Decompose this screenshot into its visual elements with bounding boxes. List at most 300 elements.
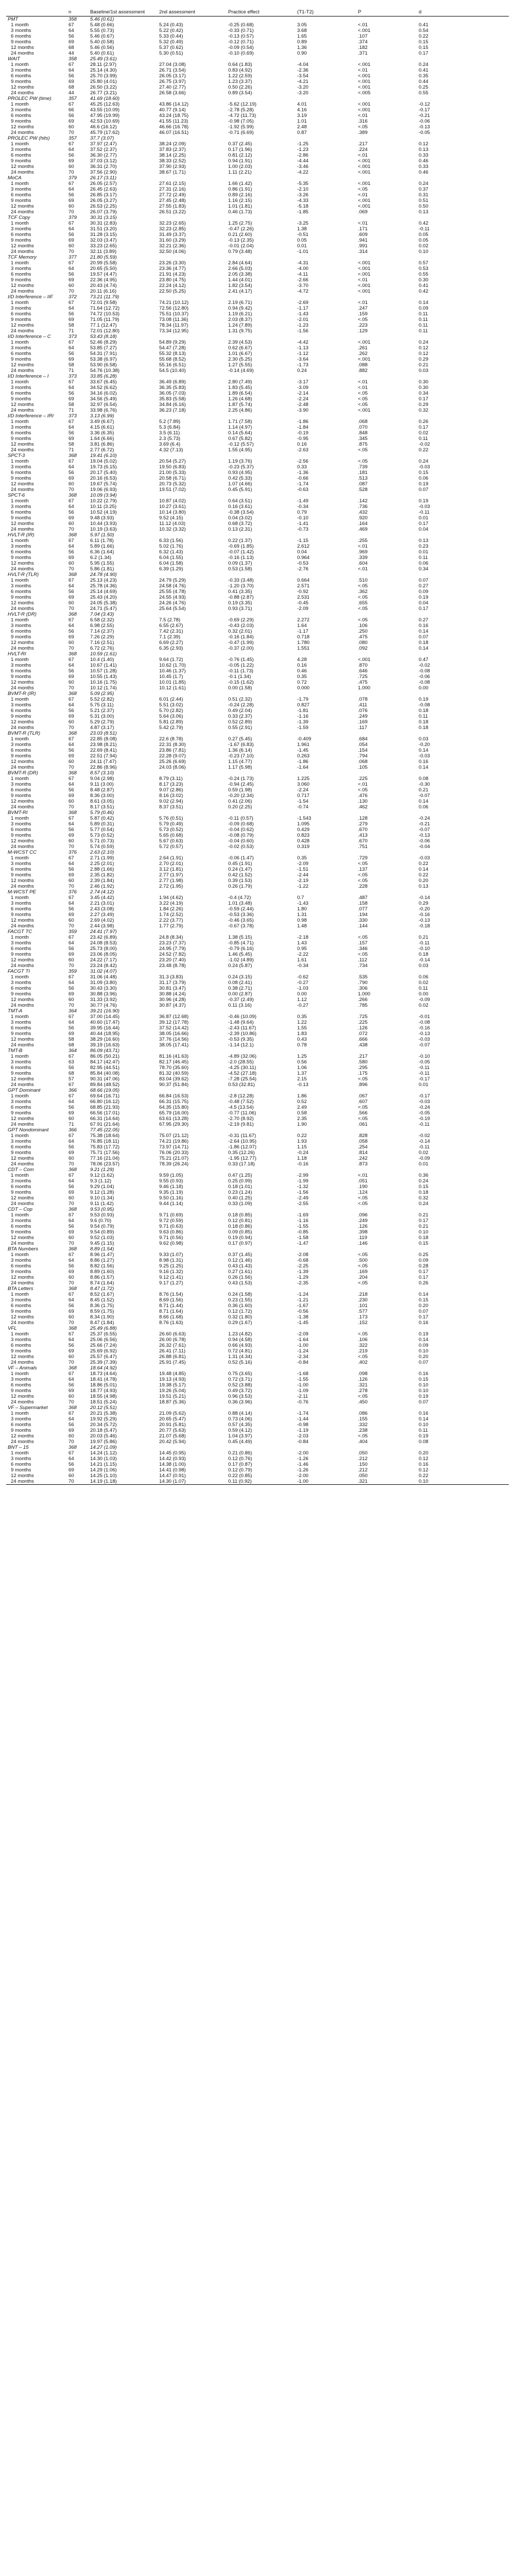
cell-d: 0.14 (419, 300, 428, 306)
cell-n: 56 (68, 1343, 74, 1348)
cell-baseline: 84.17 (42.47) (90, 1059, 120, 1065)
cell-d: 0.55 (419, 90, 428, 96)
cell-baseline: 31.28 (3.15) (90, 232, 117, 238)
cell-practice: -4.72 (11.73) (228, 113, 256, 118)
cell-t: -2.36 (297, 67, 308, 73)
table-row (6, 566, 509, 572)
cell-t: 0.35 (297, 674, 307, 680)
cell-measure: 6 months (11, 629, 31, 634)
cell-measure: 9 months (11, 79, 31, 84)
cell-t: -2.19 (297, 878, 308, 884)
cell-baseline: 90.31 (47.06) (90, 1076, 120, 1082)
cell-p: <.01 (358, 544, 368, 549)
cell-practice: 0.00 (2.87) (228, 991, 252, 997)
cell-baseline: 6.72 (2.76) (90, 646, 114, 651)
cell-baseline: 5.75 (3.11) (90, 702, 114, 708)
cell-t: -1.86 (297, 759, 308, 765)
table-row (6, 1161, 509, 1167)
cell-t: 1.80 (297, 906, 307, 912)
col-header-measure (6, 3, 67, 16)
cell-t: -4.11 (297, 272, 308, 277)
cell-n: 64 (68, 1258, 74, 1263)
table-row (6, 33, 509, 39)
cell-t: -0.98 (297, 1422, 308, 1428)
cell-baseline: 18.55 (4.98) (90, 1394, 117, 1399)
cell-second: 9.63 (0.86) (159, 1229, 183, 1235)
cell-baseline: 20.65 (5.50) (90, 266, 117, 272)
cell-d: 0.04 (419, 600, 428, 606)
cell-practice: 0.32 (1.80) (228, 1314, 252, 1320)
cell-practice: 0.81 (2.12) (228, 152, 252, 158)
cell-practice: 0.96 (3.53) (228, 1394, 252, 1399)
cell-p: .169 (358, 1269, 368, 1275)
table-row (6, 895, 509, 901)
cell-d: 0.03 (419, 736, 428, 742)
cell-second: 9.72 (0.59) (159, 1218, 183, 1224)
cell-second: 27.61 (2.15) (159, 181, 186, 187)
cell-t: 2.612 (297, 544, 310, 549)
cell-t: -4.04 (297, 62, 308, 67)
cell-measure: 12 months (11, 1076, 34, 1082)
cell-p: <.05 (358, 583, 368, 589)
cell-d: 0.26 (419, 1280, 428, 1286)
cell-n: 69 (68, 476, 74, 481)
cell-p: <.01 (358, 152, 368, 158)
table-row (6, 192, 509, 198)
cell-second: 1.84 (2.26) (159, 906, 183, 912)
cell-t: -2.76 (297, 566, 308, 572)
cell-baseline: 20.16 (6.53) (90, 476, 117, 481)
cell-second: 9.71 (0.56) (159, 1235, 183, 1241)
cell-t: -4.21 (297, 79, 308, 84)
cell-t: -1.29 (297, 1275, 308, 1280)
cell-second: 10.87 (4.02) (159, 498, 186, 504)
cell-second: 20.42 (5.94) (159, 1439, 186, 1445)
cell-empty (296, 1286, 356, 1292)
cell-second: 8.37 (3.51) (159, 804, 183, 810)
cell-n: 376 (68, 850, 77, 855)
cell-d: 0.19 (419, 1433, 428, 1439)
cell-p: .316 (358, 118, 368, 124)
cell-second: 22.6 (8.78) (159, 736, 183, 742)
cell-baseline: 5.29 (2.79) (90, 719, 114, 725)
cell-baseline: 74.72 (10.53) (90, 311, 120, 317)
cell-n: 67 (68, 816, 74, 821)
measure-name: BVMT-R (TLR) (8, 731, 41, 736)
cell-measure: 6 months (11, 1422, 31, 1428)
cell-measure: 1 month (11, 141, 29, 147)
measure-name: BNT – 15 (8, 1445, 29, 1450)
cell-p: .078 (358, 697, 368, 702)
cell-measure: 12 months (11, 759, 34, 765)
cell-t: 4.01 (297, 101, 307, 107)
cell-t: 3.060 (297, 782, 310, 787)
cell-baseline: 6.2 (1.34) (90, 555, 112, 561)
cell-n: 368 (68, 651, 77, 657)
table-row (6, 164, 509, 170)
table-row (6, 1433, 509, 1439)
cell-p: .725 (358, 1014, 368, 1020)
cell-baseline: 8.86 (1.27) (90, 1258, 114, 1263)
cell-t: -0.92 (297, 589, 308, 595)
cell-practice: -0.08 (0.79) (228, 833, 254, 838)
cell-baseline: 45.79 (17.62) (90, 130, 120, 135)
cell-t: -1.85 (297, 209, 308, 215)
cell-p: <.01 (358, 782, 368, 787)
cell-p: .182 (358, 45, 368, 50)
cell-p: .061 (358, 1122, 368, 1127)
cell-t: -4.22 (297, 170, 308, 175)
cell-p: .577 (358, 1309, 368, 1314)
cell-n: 68 (68, 1042, 74, 1048)
cell-baseline: 30.88 (3.96) (90, 991, 117, 997)
cell-d: -0.16 (419, 1025, 430, 1031)
cell-practice: 0.94 (4.58) (228, 1337, 252, 1343)
cell-d: 0.04 (419, 527, 428, 532)
cell-baseline: 9.12 (1.62) (90, 1173, 114, 1178)
cell-measure: 6 months (11, 1144, 31, 1150)
cell-d: 0.11 (419, 555, 428, 561)
cell-second: 24.79 (5.29) (159, 578, 186, 583)
cell-baseline: 8.89 (1.54) (90, 1246, 114, 1252)
cell-baseline: 10.12 (1.74) (90, 685, 117, 691)
section-row (6, 810, 509, 816)
cell-d: 0.07 (419, 634, 428, 640)
cell-empty (417, 1326, 509, 1331)
cell-n: 64 (68, 147, 74, 152)
cell-empty (158, 651, 227, 657)
cell-empty (158, 810, 227, 816)
cell-empty (417, 731, 509, 736)
cell-t: -1.64 (297, 765, 308, 770)
cell-p: <.001 (358, 101, 371, 107)
cell-n: 64 (68, 742, 74, 748)
cell-empty (158, 1326, 227, 1331)
cell-p: .072 (358, 1031, 368, 1037)
cell-second: 38.05 (17.41) (159, 1042, 189, 1048)
table-row (6, 527, 509, 532)
cell-t: -2.09 (297, 861, 308, 867)
cell-d: 0.16 (419, 1371, 428, 1377)
cell-empty (227, 56, 296, 62)
table-row (6, 1037, 509, 1042)
cell-t: -1.74 (297, 1411, 308, 1416)
cell-d: 0.09 (419, 1258, 428, 1263)
table-row (6, 521, 509, 527)
cell-measure: 6 months (11, 1343, 31, 1348)
cell-second: 14.45 (0.95) (159, 1450, 186, 1456)
cell-d: 0.01 (419, 515, 428, 521)
cell-practice: 0.17 (0.87) (228, 1462, 252, 1467)
cell-baseline: 32.03 (3.47) (90, 238, 117, 243)
cell-second: 40.77 (9.14) (159, 107, 186, 113)
table-row (6, 702, 509, 708)
cell-measure: 6 months (11, 708, 31, 714)
cell-second: 7.1 (2.39) (159, 634, 181, 640)
cell-measure: 24 months (11, 1122, 34, 1127)
cell-p: <.005 (358, 90, 371, 96)
cell-baseline: 77.16 (21.04) (90, 1156, 120, 1161)
cell-d: 0.29 (419, 357, 428, 362)
cell-n: 70 (68, 646, 74, 651)
cell-n: 69 (68, 436, 74, 442)
cell-t: 0.263 (297, 753, 310, 759)
cell-n: 67 (68, 1450, 74, 1456)
cell-practice: 0.52 (5.16) (228, 1360, 252, 1365)
table-row (6, 748, 509, 753)
cell-p: .469 (358, 527, 368, 532)
cell-d: 0.30 (419, 379, 428, 385)
cell-p: .212 (358, 1467, 368, 1473)
cell-measure: 12 months (11, 719, 34, 725)
cell-practice: 0.40 (1.25) (228, 1195, 252, 1201)
cell-second: 19.38 (5.17) (159, 1382, 186, 1388)
cell-empty (158, 969, 227, 974)
cell-t: -3.09 (297, 385, 308, 391)
cell-empty (356, 691, 417, 697)
cell-second: 27.40 (2.77) (159, 84, 186, 90)
cell-baseline: 25.14 (4.30) (90, 67, 117, 73)
table-row (6, 663, 509, 668)
cell-second: 9.17 (1.27) (159, 1280, 183, 1286)
cell-empty (158, 175, 227, 181)
cell-baseline: 2.21 (3.01) (90, 901, 114, 906)
cell-empty (227, 135, 296, 141)
table-row (6, 1173, 509, 1178)
cell-t: 0.43 (297, 1037, 307, 1042)
cell-second: 5.02 (1.76) (159, 544, 183, 549)
cell-second: 30.96 (4.28) (159, 997, 186, 1003)
cell-baseline: 23.06 (8.05) (90, 952, 117, 957)
cell-t: -3.20 (297, 84, 308, 90)
cell-second: 21.00 (5.33) (159, 470, 186, 476)
cell-practice: -1.67 (6.83) (228, 742, 254, 748)
cell-measure: 12 months (11, 521, 34, 527)
cell-n: 56 (68, 986, 74, 991)
cell-n: 56 (68, 73, 74, 79)
cell-n: 64 (68, 821, 74, 827)
cell-n: 368 (68, 1326, 77, 1331)
cell-p: .087 (358, 481, 368, 487)
cell-p: .092 (358, 646, 368, 651)
cell-n: 56 (68, 827, 74, 833)
table-row (6, 1399, 509, 1405)
cell-baseline: 8.52 (1.67) (90, 1292, 114, 1297)
cell-d: 0.05 (419, 232, 428, 238)
cell-second: 24.52 (7.82) (159, 952, 186, 957)
cell-t: -2.34 (297, 1354, 308, 1360)
cell-t: 0.16 (297, 442, 307, 447)
measure-name: BVMT-R (IR) (8, 691, 36, 697)
cell-d: 0.34 (419, 391, 428, 396)
cell-t: -2.56 (297, 459, 308, 464)
table-row (6, 1071, 509, 1076)
cell-measure: 6 months (11, 1263, 31, 1269)
cell-practice: 0.36 (1.60) (228, 1303, 252, 1309)
cell-p: .828 (358, 1133, 368, 1139)
cell-practice: 0.26 (1.79) (228, 884, 252, 889)
cell-d: 0.44 (419, 79, 428, 84)
cell-t: -0.51 (297, 232, 308, 238)
cell-measure: 12 months (11, 838, 34, 844)
cell-second: 83.04 (39.62) (159, 1076, 189, 1082)
cell-practice: -0.20 (2.34) (228, 793, 254, 799)
table-row (6, 487, 509, 493)
cell-n: 56 (68, 232, 74, 238)
cell-second: 14.41 (0.98) (159, 1467, 186, 1473)
cell-practice: -0.37 (2.49) (228, 997, 254, 1003)
cell-p: <.05 (358, 1252, 368, 1258)
cell-n: 60 (68, 719, 74, 725)
cell-d: 0.02 (419, 1150, 428, 1156)
cell-n: 56 (68, 152, 74, 158)
cell-p: <.05 (358, 861, 368, 867)
cell-practice: 0.53 (1.58) (228, 566, 252, 572)
cell-d: -0.13 (419, 1031, 430, 1037)
cell-practice: -0.01 (2.04) (228, 243, 254, 249)
cell-empty (296, 612, 356, 617)
cell-practice: -0.98 (7.05) (228, 118, 254, 124)
cell-practice: 0.33 (2.37) (228, 714, 252, 719)
cell-second: 6.04 (1.58) (159, 561, 183, 566)
cell-baseline: 30.43 (3.30) (90, 986, 117, 991)
table-row (6, 657, 509, 663)
cell-n: 68 (68, 84, 74, 90)
table-row (6, 249, 509, 255)
cell-baseline: 7.26 (2.29) (90, 634, 114, 640)
table-row (6, 1082, 509, 1088)
cell-measure: 1 month (11, 1292, 29, 1297)
cell-empty (227, 1405, 296, 1411)
cell-measure: 1 month (11, 22, 29, 28)
cell-baseline: 25.06 (6.56) (90, 1337, 117, 1343)
cell-p: .217 (358, 1054, 368, 1059)
cell-t: 1.61 (297, 957, 307, 963)
table-row (6, 1292, 509, 1297)
cell-empty (158, 16, 227, 23)
cell-measure: 24 months (11, 566, 34, 572)
cell-p: <.05 (358, 187, 368, 192)
cell-baseline: 28.11 (2.97) (90, 62, 117, 67)
cell-practice: -0.24 (1.73) (228, 776, 254, 782)
cell-baseline: 53.38 (6.97) (90, 357, 117, 362)
cell-second: 14.47 (0.91) (159, 1473, 186, 1479)
cell-p: .217 (358, 141, 368, 147)
cell-n: 69 (68, 1348, 74, 1354)
cell-second: 76.06 (20.33) (159, 1150, 189, 1156)
cell-empty (417, 1365, 509, 1371)
cell-t: -0.63 (297, 487, 308, 493)
cell-measure: 12 months (11, 1116, 34, 1122)
cell-baseline: 34.16 (6.02) (90, 391, 117, 396)
cell-empty (356, 532, 417, 538)
cell-n: 69 (68, 158, 74, 164)
cell-empty (296, 929, 356, 935)
cell-baseline: 25.57 (6.47) (90, 1354, 117, 1360)
cell-n: 69 (68, 357, 74, 362)
cell-n: 60 (68, 1354, 74, 1360)
cell-practice: -2.64 (10.95) (228, 1139, 256, 1144)
cell-t: -1.39 (297, 719, 308, 725)
cell-p: <.05 (358, 595, 368, 600)
cell-t: -0.85 (297, 1229, 308, 1235)
measure-name: BTA Numbers (8, 1246, 39, 1252)
cell-second: 5.73 (0.52) (159, 827, 183, 833)
cell-d: -0.13 (419, 833, 430, 838)
cell-measure: 24 months (11, 606, 34, 612)
cell-second: 78.34 (11.97) (159, 323, 188, 328)
table-row (6, 1025, 509, 1031)
table-row (6, 340, 509, 345)
cell-measure: 9 months (11, 357, 31, 362)
cell-measure: 6 months (11, 1065, 31, 1071)
table-row (6, 1320, 509, 1326)
cell-practice: 0.26 (1.56) (228, 1275, 252, 1280)
cell-practice: 0.72 (3.71) (228, 1377, 252, 1382)
cell-measure: 9 months (11, 238, 31, 243)
cell-second: 3.69 (6.4) (159, 442, 181, 447)
cell-second: 6.04 (1.55) (159, 555, 183, 561)
cell-baseline: 24.22 (7.17) (90, 957, 117, 963)
cell-t: 1.48 (297, 923, 307, 929)
cell-t: -1.73 (297, 362, 308, 368)
cell-t: 0.7 (297, 895, 304, 901)
cell-second: 67.95 (29.30) (159, 1122, 189, 1127)
cell-d: 0.09 (419, 306, 428, 311)
cell-second: 8.16 (3.02) (159, 793, 183, 799)
cell-n: 67 (68, 736, 74, 742)
cell-t: -1.43 (297, 901, 308, 906)
cell-d: -0.14 (419, 957, 430, 963)
cell-baseline: 25.14 (4.69) (90, 589, 117, 595)
cell-measure: 24 months (11, 1399, 34, 1405)
cell-baseline: 8.47 (1.72) (90, 1286, 114, 1292)
cell-t: -0.45 (297, 600, 308, 606)
cell-p: <.001 (358, 272, 371, 277)
cell-measure: 1 month (11, 617, 29, 623)
cell-practice: -1.14 (12.1) (228, 1042, 254, 1048)
cell-second: 26.41 (7.11) (159, 1348, 186, 1354)
measure-name: FACGT TC (8, 929, 32, 935)
cell-second: 65.79 (16.00) (159, 1110, 189, 1116)
cell-n: 70 (68, 249, 74, 255)
table-row (6, 901, 509, 906)
cell-t: 1.25 (297, 1054, 307, 1059)
cell-n: 69 (68, 118, 74, 124)
cell-t: -2.03 (297, 1433, 308, 1439)
table-row (6, 147, 509, 152)
cell-baseline: 2.39 (1.84) (90, 878, 114, 884)
cell-t: 3.19 (297, 113, 307, 118)
cell-practice: -4.25 (30.11) (228, 1065, 256, 1071)
cell-d: 0.17 (419, 1275, 428, 1280)
table-row (6, 50, 509, 56)
table-row (6, 1235, 509, 1241)
table-row (6, 708, 509, 714)
cell-n: 67 (68, 1212, 74, 1218)
cell-t: -1.17 (297, 306, 308, 311)
cell-measure: 3 months (11, 226, 31, 232)
table-row (6, 974, 509, 980)
cell-practice: 0.12 (0.79) (228, 1467, 252, 1473)
table-row (6, 226, 509, 232)
cell-t: -2.09 (297, 606, 308, 612)
cell-empty (158, 850, 227, 855)
cell-n: 56 (68, 549, 74, 555)
cell-practice: -0.37 (2.00) (228, 646, 254, 651)
cell-p: .224 (358, 147, 368, 152)
cell-n: 64 (68, 980, 74, 986)
